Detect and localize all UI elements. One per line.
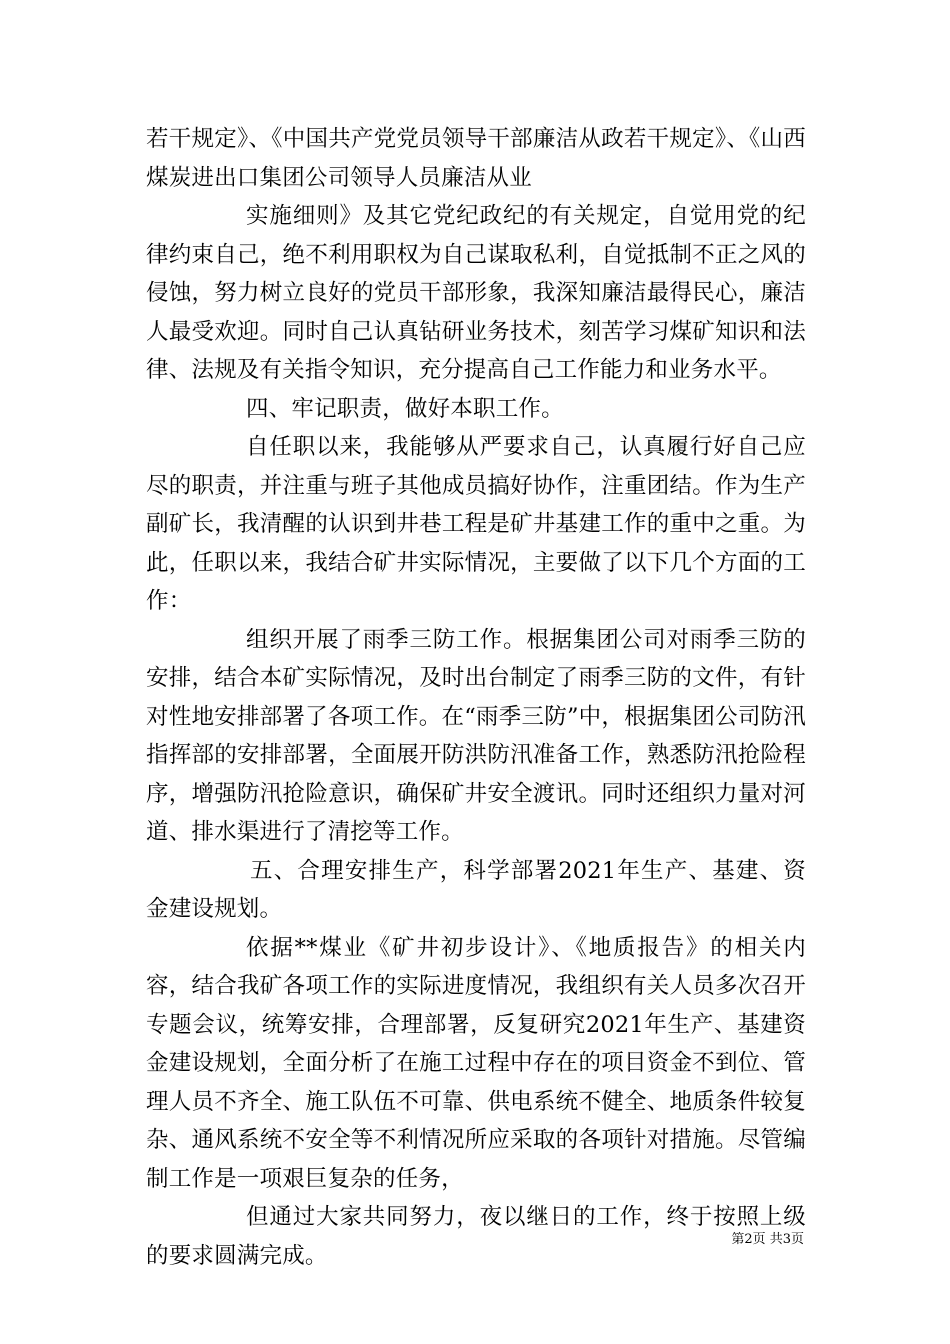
paragraph-conclusion: 但通过大家共同努力，夜以继日的工作，终于按照上级的要求圆满完成。: [146, 1204, 806, 1269]
document-body: [146, 120, 806, 1275]
paragraph-duties: 自任职以来，我能够从严要求自己，认真履行好自己应尽的职责，并注重与班子其他成员搞好协作，注重团结。作为生产副矿长，我清醒的认识到井巷工程是矿井基建工作的重中之重。为此，任职以来，我结合矿井实际情况，主要做了以下几个方面的工作：: [146, 434, 806, 614]
section-heading-four: 四、牢记职责，做好本职工作。: [246, 395, 564, 422]
paragraph-regulations-cont: 若干规定》、《中国共产党党员领导干部廉洁从政若干规定》、《山西煤炭进出口集团公司领导人员廉洁从业: [146, 126, 806, 191]
section-heading-five: 五、合理安排生产，科学部署2021年生产、基建、资金建设规划。: [146, 857, 806, 922]
paragraph-planning: 依据**煤业《矿井初步设计》、《地质报告》的相关内容，结合我矿各项工作的实际进度情况，我组织有关人员多次召开专题会议，统筹安排，合理部署，反复研究2021年生产、基建资金建设规划，全面分析了在施工过程中存在的项目资金不到位、管理人员不齐全、施工队伍不可靠、供电系统不健全、地质条件较复杂、通风系统不安全等不利情况所应采取的各项针对措施。尽管编制工作是一项艰巨复杂的任务，: [146, 934, 806, 1192]
page-number-footer: 第2页 共3页: [731, 1232, 804, 1247]
paragraph-rainy-season: 组织开展了雨季三防工作。根据集团公司对雨季三防的安排，结合本矿实际情况，及时出台制定了雨季三防的文件，有针对性地安排部署了各项工作。在“雨季三防”中，根据集团公司防汛指挥部的安排部署，全面展开防洪防汛准备工作，熟悉防汛抢险程序，增强防汛抢险意识，确保矿井安全渡讯。同时还组织力量对河道、排水渠进行了清挖等工作。: [146, 626, 806, 845]
paragraph-implementation-rules: 实施细则》及其它党纪政纪的有关规定，自觉用党的纪律约束自己，绝不利用职权为自己谋取私利，自觉抵制不正之风的侵蚀，努力树立良好的党员干部形象，我深知廉洁最得民心，廉洁人最受欢迎。同时自己认真钻研业务技术，刻苦学习煤矿知识和法律、法规及有关指令知识，充分提高自己工作能力和业务水平。: [146, 203, 806, 383]
